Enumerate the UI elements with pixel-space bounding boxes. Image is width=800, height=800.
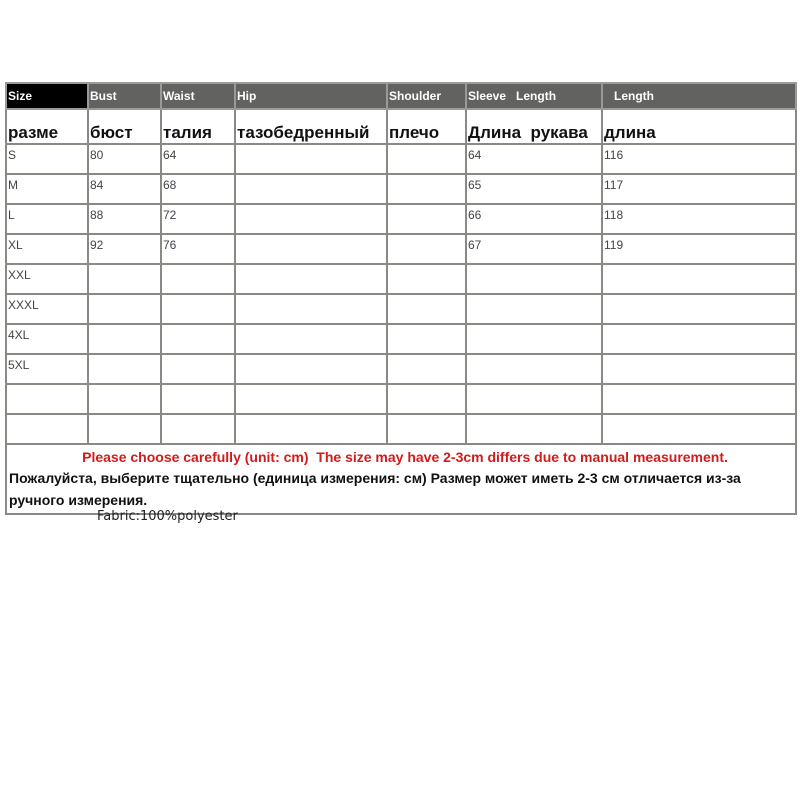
cell-size — [6, 384, 88, 414]
cell-shoulder — [387, 354, 466, 384]
cell-bust: 88 — [88, 204, 161, 234]
cell-size: 4XL — [6, 324, 88, 354]
cell-waist — [161, 384, 235, 414]
cell-sleeve: 65 — [466, 174, 602, 204]
cell-sleeve: 64 — [466, 144, 602, 174]
header-shoulder: Shoulder — [387, 83, 466, 109]
cell-waist: 64 — [161, 144, 235, 174]
cell-sleeve — [466, 324, 602, 354]
table-row — [6, 294, 796, 324]
cell-sleeve — [466, 414, 602, 444]
cell-bust — [88, 354, 161, 384]
cell-bust — [88, 294, 161, 324]
cell-waist: 76 — [161, 234, 235, 264]
table-row — [6, 324, 796, 354]
table-row — [6, 204, 796, 234]
cell-waist — [161, 354, 235, 384]
cell-size: S — [6, 144, 88, 174]
cell-length — [602, 414, 796, 444]
header-ru-size: разме — [6, 109, 88, 144]
note-cell — [6, 444, 796, 514]
header-row — [6, 83, 796, 109]
cell-bust: 84 — [88, 174, 161, 204]
cell-sleeve — [466, 354, 602, 384]
cell-hip — [235, 354, 387, 384]
cell-length: 116 — [602, 144, 796, 174]
table-row — [6, 264, 796, 294]
cell-size — [6, 414, 88, 444]
cell-bust — [88, 384, 161, 414]
table-row — [6, 174, 796, 204]
table-row — [6, 144, 796, 174]
cell-bust: 80 — [88, 144, 161, 174]
table-row-empty — [6, 384, 796, 414]
cell-bust — [88, 264, 161, 294]
cell-length — [602, 294, 796, 324]
header-hip: Hip — [235, 83, 387, 109]
cell-size: L — [6, 204, 88, 234]
cell-hip — [235, 234, 387, 264]
cell-length — [602, 264, 796, 294]
header-ru-length: длина — [602, 109, 796, 144]
cell-hip — [235, 204, 387, 234]
cell-size: XL — [6, 234, 88, 264]
cell-waist — [161, 294, 235, 324]
cell-shoulder — [387, 414, 466, 444]
cell-shoulder — [387, 324, 466, 354]
cell-length: 119 — [602, 234, 796, 264]
cell-shoulder — [387, 174, 466, 204]
cell-hip — [235, 294, 387, 324]
note-row — [6, 444, 796, 514]
cell-shoulder — [387, 384, 466, 414]
cell-sleeve: 67 — [466, 234, 602, 264]
cell-waist — [161, 264, 235, 294]
cell-length: 118 — [602, 204, 796, 234]
header-length: Length — [602, 83, 796, 109]
cell-waist: 72 — [161, 204, 235, 234]
cell-waist: 68 — [161, 174, 235, 204]
cell-size: XXXL — [6, 294, 88, 324]
fabric-info: Fabric:100%polyester — [97, 509, 238, 524]
cell-hip — [235, 324, 387, 354]
cell-waist — [161, 324, 235, 354]
header-waist: Waist — [161, 83, 235, 109]
cell-bust: 92 — [88, 234, 161, 264]
cell-size: XXL — [6, 264, 88, 294]
cell-length: 117 — [602, 174, 796, 204]
cell-bust — [88, 324, 161, 354]
header-bust: Bust — [88, 83, 161, 109]
header-ru-hip: тазобедренный — [235, 109, 387, 144]
cell-length — [602, 324, 796, 354]
cell-shoulder — [387, 234, 466, 264]
cell-length — [602, 384, 796, 414]
header-row-russian — [6, 109, 796, 144]
cell-shoulder — [387, 204, 466, 234]
header-ru-waist: талия — [161, 109, 235, 144]
cell-sleeve — [466, 264, 602, 294]
cell-shoulder — [387, 144, 466, 174]
note-english: Please choose carefully (unit: cm) The size may have 2-3cm differs due to manual measurement. — [82, 449, 728, 465]
cell-hip — [235, 414, 387, 444]
cell-bust — [88, 414, 161, 444]
header-ru-bust: бюст — [88, 109, 161, 144]
cell-shoulder — [387, 264, 466, 294]
cell-hip — [235, 174, 387, 204]
header-ru-shoulder: плечо — [387, 109, 466, 144]
header-size: Size — [6, 83, 88, 109]
header-ru-sleeve-length: Длина рукава — [466, 109, 602, 144]
cell-sleeve — [466, 384, 602, 414]
size-chart-table — [5, 82, 797, 515]
table-row-empty — [6, 414, 796, 444]
table-row — [6, 234, 796, 264]
cell-hip — [235, 144, 387, 174]
note-russian: Пожалуйста, выберите тщательно (единица измерения: см) Размер может иметь 2-3 см отличается из-за ручного измерения. — [9, 470, 741, 508]
header-sleeve-length: Sleeve Length — [466, 83, 602, 109]
table-row — [6, 354, 796, 384]
cell-waist — [161, 414, 235, 444]
cell-shoulder — [387, 294, 466, 324]
cell-sleeve: 66 — [466, 204, 602, 234]
cell-hip — [235, 264, 387, 294]
cell-size: M — [6, 174, 88, 204]
cell-size: 5XL — [6, 354, 88, 384]
cell-sleeve — [466, 294, 602, 324]
cell-length — [602, 354, 796, 384]
cell-hip — [235, 384, 387, 414]
